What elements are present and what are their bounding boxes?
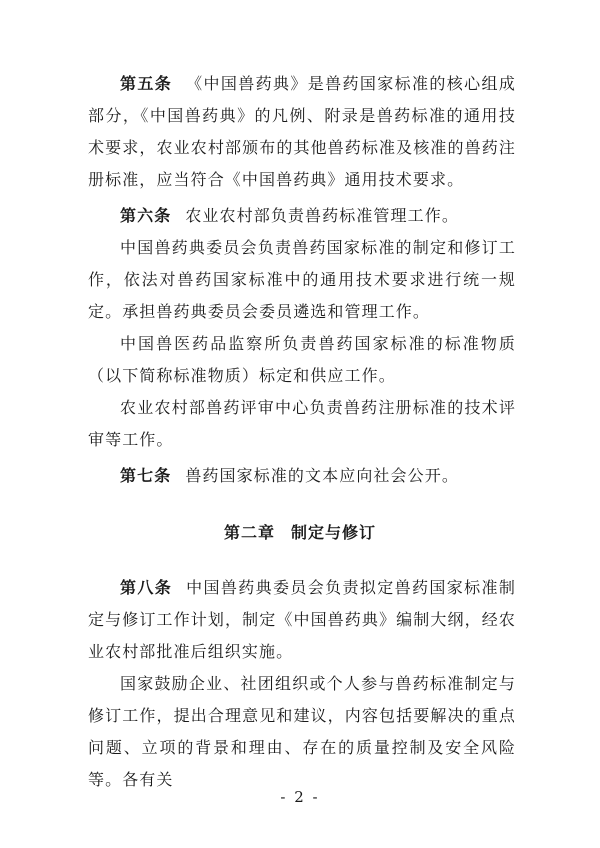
article-5-number: 第五条 [120,74,173,93]
encouragement-paragraph: 国家鼓励企业、社团组织或个人参与兽药标准制定与修订工作，提出合理意见和建议，内容包括要解决的重点问题、立项的背景和理由、存在的质量控制及安全风险等。各有关 [88,674,516,789]
institute-paragraph: 中国兽医药品监察所负责兽药国家标准的标准物质（以下简称标准物质）标定和供应工作。 [88,334,516,385]
article-7-text: 兽药国家标准的文本应向社会公开。 [185,466,459,485]
article-8-text: 中国兽药典委员会负责拟定兽药国家标准制定与修订工作计划，制定《中国兽药典》编制大纲，经农业农村部批准后组织实施。 [88,578,516,661]
article-6-number: 第六条 [120,206,172,225]
article-8 [88,572,516,668]
article-6 [88,200,516,232]
section-articles-5-7 [88,68,516,492]
article-5 [88,68,516,196]
article-5-text: 《中国兽药典》是兽药国家标准的核心组成部分，《中国兽药典》的凡例、附录是兽药标准的通用技术要求，农业农村部颁布的其他兽药标准及核准的兽药注册标准，应当符合《中国兽药典》通用技术要求。 [88,74,516,189]
article-7-number: 第七条 [120,466,172,485]
article-8-number: 第八条 [120,578,173,597]
article-6-text: 农业农村部负责兽药标准管理工作。 [185,206,459,225]
section-article-8 [88,572,516,796]
page-number: - 2 - [280,788,320,806]
chapter-heading [0,520,600,543]
chapter-number: 第二章 [223,523,275,542]
article-7 [88,460,516,492]
chapter-title: 制定与修订 [291,523,377,542]
review-center-paragraph: 农业农村部兽药评审中心负责兽药注册标准的技术评审等工作。 [88,398,516,449]
commission-paragraph: 中国兽药典委员会负责兽药国家标准的制定和修订工作，依法对兽药国家标准中的通用技术要求进行统一规定。承担兽药典委员会委员遴选和管理工作。 [88,238,516,321]
